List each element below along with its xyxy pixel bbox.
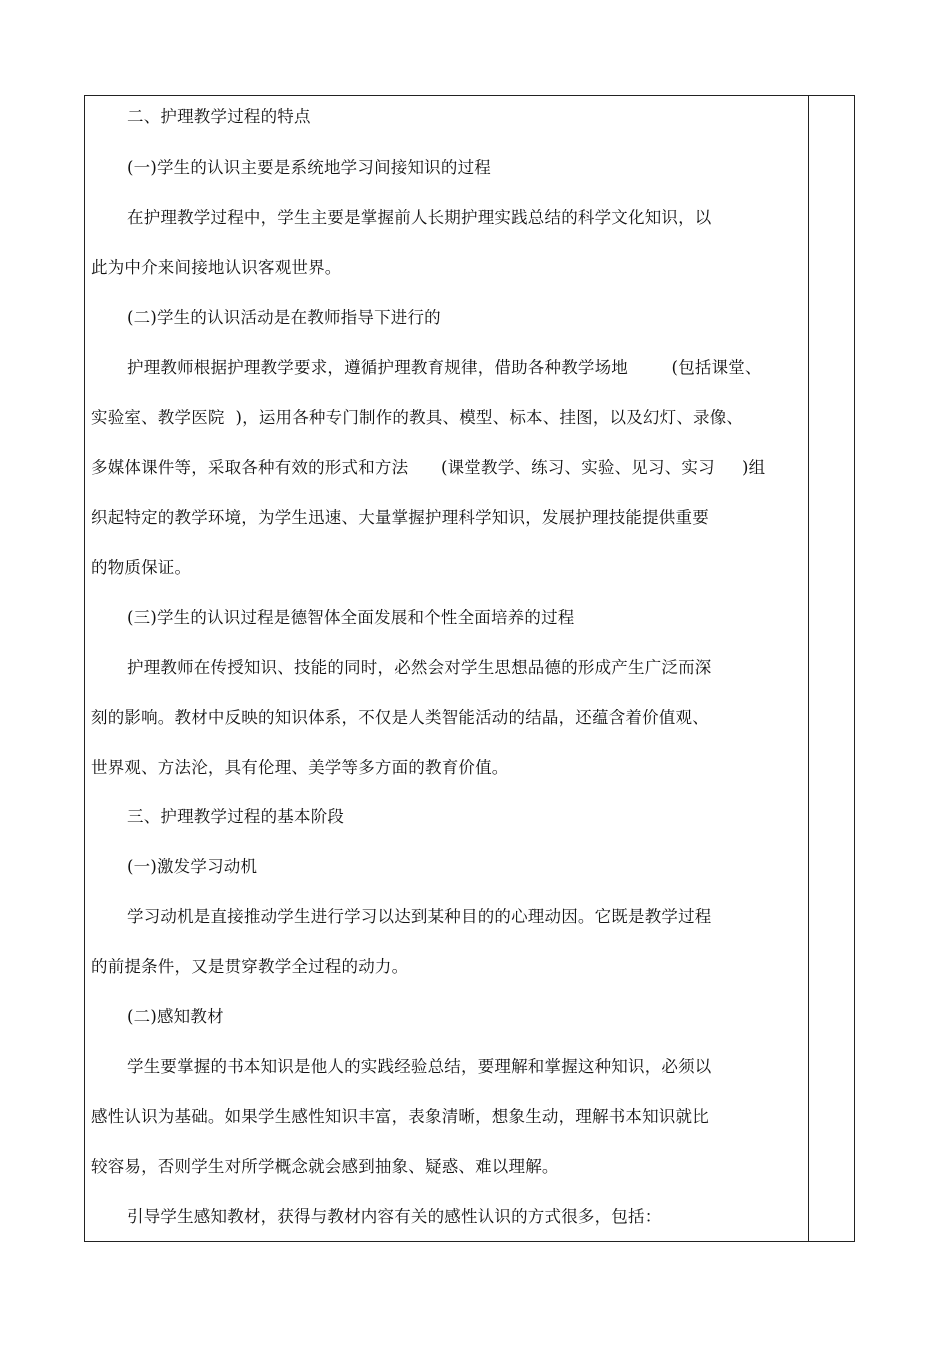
subsection-heading: (二)感知教材 [127,1007,224,1026]
paragraph-line: 织起特定的教学环境，为学生迅速、大量掌握护理科学知识，发展护理技能提供重要 [91,508,709,527]
paragraph-line: 较容易，否则学生对所学概念就会感到抽象、疑惑、难以理解。 [91,1157,559,1176]
subsection-heading: (一)激发学习动机 [127,857,258,876]
main-content-cell [85,96,808,1241]
subsection-heading: (一)学生的认识主要是系统地学习间接知识的过程 [127,158,491,177]
section-heading: 二、护理教学过程的特点 [127,107,311,126]
paragraph-line: 在护理教学过程中，学生主要是掌握前人长期护理实践总结的科学文化知识，以 [127,208,712,227]
paragraph-line: 学生要掌握的书本知识是他人的实践经验总结，要理解和掌握这种知识，必须以 [127,1057,712,1076]
section-heading: 三、护理教学过程的基本阶段 [127,807,345,826]
paragraph-line: 学习动机是直接推动学生进行学习以达到某种目的的心理动因。它既是教学过程 [127,907,712,926]
column-divider [808,96,809,1241]
paragraph-line: 的物质保证。 [91,558,192,577]
paragraph-line: 护理教师根据护理教学要求，遵循护理教育规律，借助各种教学场地 (包括课堂、 [127,358,762,377]
paragraph-line: 引导学生感知教材，获得与教材内容有关的感性认识的方式很多，包括： [127,1207,662,1226]
subsection-heading: (二)学生的认识活动是在教师指导下进行的 [127,308,441,327]
paragraph-line: 世界观、方法沦，具有伦理、美学等多方面的教育价值。 [91,758,509,777]
paragraph-line: 的前提条件，又是贯穿教学全过程的动力。 [91,957,409,976]
subsection-heading: (三)学生的认识过程是德智体全面发展和个性全面培养的过程 [127,608,575,627]
paragraph-line: 护理教师在传授知识、技能的同时，必然会对学生思想品德的形成产生广泛而深 [127,658,712,677]
paragraph-line: 多媒体课件等，采取各种有效的形式和方法 (课堂教学、练习、实验、见习、实习 )组 [91,458,766,477]
paragraph-line: 实验室、教学医院 )，运用各种专门制作的教具、模型、标本、挂图，以及幻灯、录像、 [91,408,744,427]
paragraph-line: 刻的影响。教材中反映的知识体系，不仅是人类智能活动的结晶，还蕴含着价值观、 [91,708,709,727]
document-table [84,95,855,1242]
paragraph-line: 感性认识为基础。如果学生感性知识丰富，表象清晰，想象生动，理解书本知识就比 [91,1107,709,1126]
side-column-cell [810,96,854,1241]
paragraph-line: 此为中介来间接地认识客观世界。 [91,258,342,277]
